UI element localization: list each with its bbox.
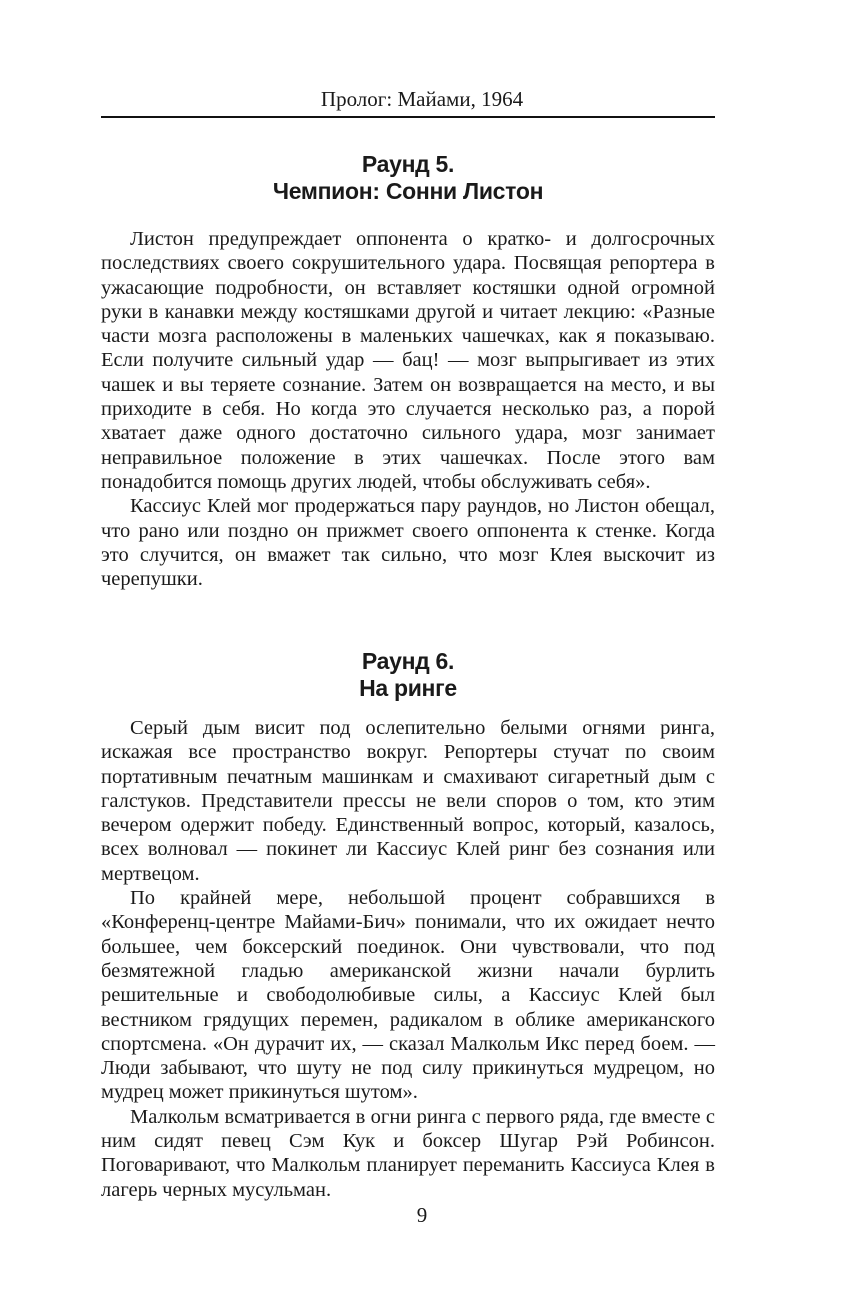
- paragraph: По крайней мере, небольшой процент собравшихся в «Конференц-центре Майами-Бич» понимали, что их ожидает нечто большее, чем боксерский поединок. Они чувствовали, что под безмятежной гладью американской жизни начали бурлить решительные и свободолюбивые силы, а Кассиус Клей был вестником грядущих перемен, радикалом в облике американского спортсмена. «Он дурачит их, — сказал Малкольм Икс перед боем. — Люди забывают, что шуту не под силу прикинуться мудрецом, но мудрец может прикинуться шутом».: [101, 887, 715, 1104]
- running-head: Пролог: Майами, 1964: [320, 87, 524, 111]
- section-title-line: Чемпион: Сонни Листон: [272, 178, 544, 204]
- paragraph: Серый дым висит под ослепительно белыми огнями ринга, искажая все пространство вокруг. Репортеры стучат по своим портативным печатным машинкам и смахивают сигаретный дым с галстуков. Представители прессы не вели споров о том, кто этим вечером одержит победу. Единственный вопрос, который, казалось, всех волновал — покинет ли Кассиус Клей ринг без сознания или мертвецом.: [101, 717, 715, 885]
- section-title-round-5: [101, 151, 715, 205]
- section-body-round-5: [101, 227, 715, 591]
- paragraph: Кассиус Клей мог продержаться пару раундов, но Листон обещал, что рано или поздно он прижмет своего оппонента к стенке. Когда это случится, он вмажет так сильно, что мозг Клея выскочит из черепушки.: [101, 495, 715, 591]
- section-title-line: На ринге: [359, 675, 457, 701]
- page-number: 9: [416, 1203, 428, 1227]
- section-body-round-6: [101, 716, 715, 1202]
- paragraph: Листон предупреждает оппонента о кратко- и долгосрочных последствиях своего сокрушительного удара. Посвящая репортера в ужасающие подробности, он вставляет костяшки одной огромной руки в канавки между костяшками другой и читает лекцию: «Разные части мозга расположены в маленьких чашечках, как я показываю. Если получите сильный удар — бац! — мозг выпрыгивает из этих чашек и вы теряете сознание. Затем он возвращается на место, и вы приходите в себя. Но когда это случается несколько раз, а порой хватает даже одного достаточно сильного удара, мозг занимает неправильное положение в этих чашечках. После этого вам понадобится помощь других людей, чтобы обслуживать себя».: [101, 228, 715, 493]
- header-rule: [101, 116, 715, 118]
- section-title-line: Раунд 6.: [361, 648, 455, 674]
- section-title-round-6: [101, 648, 715, 702]
- section-title-line: Раунд 5.: [361, 151, 455, 177]
- paragraph: Малкольм всматривается в огни ринга с первого ряда, где вместе с ним сидят певец Сэм Кук и боксер Шугар Рэй Робинсон. Поговаривают, что Малкольм планирует переманить Кассиуса Клея в лагерь черных мусульман.: [101, 1105, 715, 1201]
